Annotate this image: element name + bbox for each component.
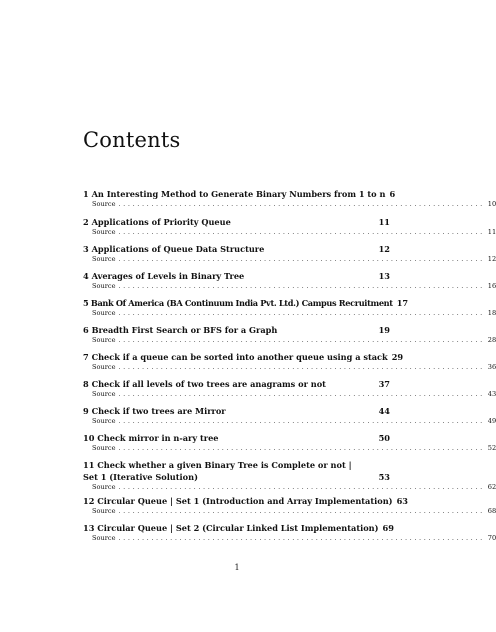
leader-dots: .............................................................................. bbox=[118, 534, 485, 542]
chapter-page: 11 bbox=[378, 217, 390, 227]
source-label: Source bbox=[92, 228, 116, 236]
chapter-title: Check if a queue can be sorted into another queue using a stack bbox=[91, 352, 388, 362]
chapter-title: Averages of Levels in Binary Tree bbox=[91, 271, 245, 281]
source-label: Source bbox=[92, 507, 116, 515]
chapter-number: 3 bbox=[83, 244, 89, 254]
chapter-line[interactable] bbox=[83, 351, 404, 363]
toc-entry[interactable] bbox=[83, 495, 496, 516]
chapter-title: Circular Queue | Set 2 (Circular Linked List Implementation) bbox=[97, 523, 379, 533]
source-page: 10 bbox=[487, 200, 496, 208]
source-page: 43 bbox=[487, 390, 496, 398]
leader-dots: .............................................................................. bbox=[118, 228, 485, 236]
source-label: Source bbox=[92, 483, 116, 491]
leader-dots: .............................................................................. bbox=[118, 200, 485, 208]
chapter-title: Breadth First Search or BFS for a Graph bbox=[91, 325, 278, 335]
chapter-page: 13 bbox=[378, 271, 390, 281]
source-page: 11 bbox=[487, 228, 496, 236]
source-label: Source bbox=[92, 363, 116, 371]
chapter-title: Bank Of America (BA Continuum India Pvt. Ltd.) Campus Recruitment bbox=[90, 298, 393, 308]
source-page: 18 bbox=[487, 309, 496, 317]
source-line[interactable] bbox=[83, 390, 496, 399]
chapter-page: 69 bbox=[382, 523, 394, 533]
source-label: Source bbox=[92, 534, 116, 542]
source-label: Source bbox=[92, 282, 116, 290]
chapter-line[interactable] bbox=[83, 188, 396, 200]
toc-entry[interactable] bbox=[83, 270, 496, 291]
source-line[interactable] bbox=[83, 483, 496, 492]
chapter-number: 8 bbox=[83, 379, 89, 389]
source-line[interactable] bbox=[83, 255, 496, 264]
leader-dots: .............................................................................. bbox=[118, 483, 485, 491]
chapter-line[interactable] bbox=[83, 405, 390, 417]
source-line[interactable] bbox=[83, 363, 496, 372]
source-label: Source bbox=[92, 444, 116, 452]
chapter-number: 10 bbox=[83, 433, 95, 443]
leader-dots: .............................................................................. bbox=[118, 417, 485, 425]
toc-entry[interactable] bbox=[83, 459, 496, 492]
chapter-page: 29 bbox=[391, 352, 404, 362]
toc-entry[interactable] bbox=[83, 243, 496, 264]
chapter-title: Applications of Queue Data Structure bbox=[91, 244, 265, 254]
source-line[interactable] bbox=[83, 534, 496, 543]
source-page: 28 bbox=[487, 336, 496, 344]
source-label: Source bbox=[92, 200, 116, 208]
toc-entry[interactable] bbox=[83, 324, 496, 345]
toc-entry[interactable] bbox=[83, 405, 496, 426]
toc-entry[interactable] bbox=[83, 297, 496, 318]
chapter-line[interactable] bbox=[83, 243, 390, 255]
chapter-number: 11 bbox=[83, 460, 95, 470]
source-label: Source bbox=[92, 390, 116, 398]
source-page: 62 bbox=[487, 483, 496, 491]
chapter-page: 63 bbox=[396, 496, 408, 506]
leader-dots: .............................................................................. bbox=[118, 390, 485, 398]
chapter-line[interactable] bbox=[83, 432, 390, 444]
chapter-title: Check whether a given Binary Tree is Complete or not | Set 1 (Iterative Solution) bbox=[83, 460, 352, 482]
chapter-page: 12 bbox=[378, 244, 390, 254]
page-title: Contents bbox=[83, 128, 181, 152]
chapter-page: 53 bbox=[378, 472, 390, 482]
chapter-line[interactable] bbox=[83, 270, 390, 282]
leader-dots: .............................................................................. bbox=[118, 255, 485, 263]
leader-dots: .............................................................................. bbox=[118, 336, 485, 344]
toc-entry[interactable] bbox=[83, 188, 496, 209]
page-number: 1 bbox=[234, 563, 240, 572]
chapter-line[interactable] bbox=[83, 216, 390, 228]
leader-dots: .............................................................................. bbox=[118, 444, 485, 452]
source-line[interactable] bbox=[83, 336, 496, 345]
source-line[interactable] bbox=[83, 507, 496, 516]
toc-entry[interactable] bbox=[83, 351, 496, 372]
chapter-number: 4 bbox=[83, 271, 89, 281]
chapter-line[interactable] bbox=[83, 522, 394, 534]
source-page: 36 bbox=[487, 363, 496, 371]
source-line[interactable] bbox=[83, 282, 496, 291]
chapter-title: Check if two trees are Mirror bbox=[91, 406, 226, 416]
source-label: Source bbox=[92, 309, 116, 317]
chapter-number: 2 bbox=[83, 217, 89, 227]
source-line[interactable] bbox=[83, 309, 496, 318]
chapter-page: 44 bbox=[378, 406, 390, 416]
source-page: 70 bbox=[487, 534, 496, 542]
leader-dots: .............................................................................. bbox=[118, 363, 485, 371]
chapter-page: 6 bbox=[389, 189, 396, 199]
chapter-number: 13 bbox=[83, 523, 95, 533]
leader-dots: .............................................................................. bbox=[118, 507, 485, 515]
chapter-number: 1 bbox=[83, 189, 89, 199]
source-label: Source bbox=[92, 336, 116, 344]
chapter-number: 7 bbox=[83, 352, 89, 362]
chapter-number: 12 bbox=[83, 496, 95, 506]
source-line[interactable] bbox=[83, 444, 496, 453]
source-page: 68 bbox=[487, 507, 496, 515]
toc-entry[interactable] bbox=[83, 522, 496, 543]
toc-entry[interactable] bbox=[83, 216, 496, 237]
source-line[interactable] bbox=[83, 228, 496, 237]
source-page: 52 bbox=[487, 444, 496, 452]
source-page: 12 bbox=[487, 255, 496, 263]
chapter-page: 19 bbox=[378, 325, 390, 335]
source-line[interactable] bbox=[83, 417, 496, 426]
chapter-title: Circular Queue | Set 1 (Introduction and Array Implementation) bbox=[97, 496, 393, 506]
chapter-title: An Interesting Method to Generate Binary Numbers from 1 to n bbox=[91, 189, 386, 199]
chapter-title: Check mirror in n-ary tree bbox=[97, 433, 219, 443]
chapter-line[interactable] bbox=[83, 495, 408, 507]
chapter-title: Applications of Priority Queue bbox=[91, 217, 231, 227]
source-page: 16 bbox=[487, 282, 496, 290]
chapter-number: 6 bbox=[83, 325, 89, 335]
chapter-line[interactable] bbox=[83, 459, 390, 483]
source-line[interactable] bbox=[83, 200, 496, 209]
toc-entry[interactable] bbox=[83, 432, 496, 453]
chapter-line[interactable] bbox=[83, 378, 390, 390]
chapter-title: Check if all levels of two trees are anagrams or not bbox=[91, 379, 326, 389]
chapter-page: 17 bbox=[396, 298, 409, 308]
chapter-page: 50 bbox=[378, 433, 390, 443]
chapter-page: 37 bbox=[378, 379, 390, 389]
chapter-line[interactable] bbox=[83, 297, 409, 309]
leader-dots: .............................................................................. bbox=[118, 282, 485, 290]
source-page: 49 bbox=[487, 417, 496, 425]
chapter-number: 5 bbox=[83, 298, 89, 308]
source-label: Source bbox=[92, 417, 116, 425]
chapter-number: 9 bbox=[83, 406, 89, 416]
toc-entry[interactable] bbox=[83, 378, 496, 399]
chapter-line[interactable] bbox=[83, 324, 390, 336]
leader-dots: .............................................................................. bbox=[118, 309, 485, 317]
source-label: Source bbox=[92, 255, 116, 263]
